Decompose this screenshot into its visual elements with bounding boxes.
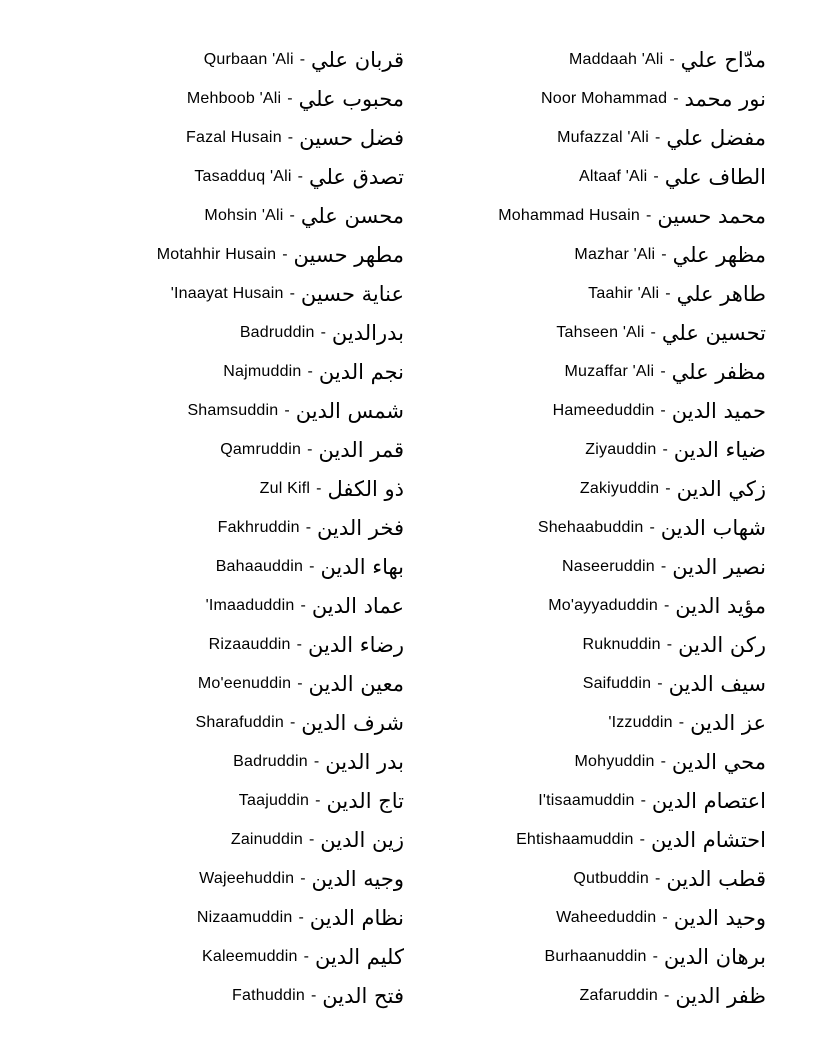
latin-name: Qamruddin xyxy=(220,440,302,458)
latin-name: Sharafuddin xyxy=(195,713,284,731)
latin-name: Zul Kifl xyxy=(259,479,311,497)
name-entry xyxy=(157,313,404,352)
name-separator: - xyxy=(645,206,652,224)
name-entry xyxy=(157,976,404,1015)
arabic-name: شهاب الدين xyxy=(660,515,766,540)
name-entry xyxy=(157,430,404,469)
name-separator: - xyxy=(650,323,656,341)
name-separator: - xyxy=(660,557,667,575)
name-separator: - xyxy=(663,986,670,1004)
latin-name: Kaleemuddin xyxy=(202,947,298,965)
arabic-name: زين الدين xyxy=(320,827,404,852)
name-entry xyxy=(498,79,766,118)
name-entry xyxy=(498,898,766,937)
latin-name: Ziyauddin xyxy=(585,440,657,458)
name-entry xyxy=(157,898,404,937)
latin-name: Taajuddin xyxy=(238,791,310,809)
name-entry xyxy=(157,469,404,508)
name-separator: - xyxy=(649,518,655,536)
latin-name: Noor Mohammad xyxy=(540,89,668,107)
arabic-name: فتح الدين xyxy=(322,983,404,1008)
latin-name: I'tisaamuddin xyxy=(538,791,635,809)
arabic-name: بهاء الدين xyxy=(320,554,404,579)
arabic-name: فخر الدين xyxy=(317,515,404,540)
name-entry xyxy=(498,625,766,664)
name-entry xyxy=(498,508,766,547)
arabic-name: نجم الدين xyxy=(318,359,404,384)
latin-name: Tasadduq 'Ali xyxy=(194,167,292,185)
name-separator: - xyxy=(660,401,666,419)
latin-name: Mo'eenuddin xyxy=(197,674,292,692)
name-entry xyxy=(157,781,404,820)
name-separator: - xyxy=(287,89,293,107)
name-entry xyxy=(157,508,404,547)
latin-name: Altaaf 'Ali xyxy=(578,167,648,185)
arabic-name: ضياء الدين xyxy=(673,437,766,462)
arabic-name: عناية حسين xyxy=(300,281,404,306)
arabic-name: الطاف علي xyxy=(664,164,766,189)
name-entry xyxy=(157,352,404,391)
latin-name: Zafaruddin xyxy=(579,986,658,1004)
name-separator: - xyxy=(300,869,306,887)
name-entry xyxy=(157,625,404,664)
latin-name: Burhaanuddin xyxy=(544,947,647,965)
arabic-name: نور محمد xyxy=(684,86,766,111)
name-entry xyxy=(157,664,404,703)
name-separator: - xyxy=(320,323,326,341)
name-separator: - xyxy=(310,986,317,1004)
arabic-name: مظهر علي xyxy=(672,242,766,267)
name-entry xyxy=(498,547,766,586)
arabic-name: تحسين علي xyxy=(661,320,766,345)
arabic-name: برهان الدين xyxy=(663,944,766,969)
arabic-name: فضل حسين xyxy=(299,125,404,150)
latin-name: Mohyuddin xyxy=(574,752,655,770)
name-separator: - xyxy=(284,401,290,419)
name-entry xyxy=(157,157,404,196)
name-separator: - xyxy=(316,479,322,497)
name-entry xyxy=(498,586,766,625)
name-entry xyxy=(498,469,766,508)
name-separator: - xyxy=(289,206,295,224)
arabic-name: تصدق علي xyxy=(308,164,404,189)
latin-name: Mohsin 'Ali xyxy=(204,206,284,224)
name-separator: - xyxy=(297,674,303,692)
arabic-name: رضاء الدين xyxy=(307,632,404,657)
name-separator: - xyxy=(640,791,646,809)
name-entry xyxy=(157,40,404,79)
name-entry xyxy=(498,703,766,742)
name-separator: - xyxy=(315,791,321,809)
name-separator: - xyxy=(665,479,671,497)
name-entry xyxy=(157,586,404,625)
name-separator: - xyxy=(666,635,673,653)
name-entry xyxy=(157,274,404,313)
arabic-name: حميد الدين xyxy=(671,398,766,423)
arabic-name: معين الدين xyxy=(308,671,404,696)
arabic-name: تاج الدين xyxy=(326,788,404,813)
latin-name: Najmuddin xyxy=(223,362,302,380)
name-separator: - xyxy=(652,947,658,965)
latin-name: Naseeruddin xyxy=(561,557,655,575)
arabic-name: ركن الدين xyxy=(678,632,766,657)
arabic-name: قربان علي xyxy=(311,47,404,72)
name-separator: - xyxy=(655,869,661,887)
arabic-name: مفضل علي xyxy=(666,125,766,150)
arabic-name: محمد حسين xyxy=(657,203,766,228)
name-separator: - xyxy=(289,713,296,731)
latin-name: Qutbuddin xyxy=(573,869,650,887)
name-entry xyxy=(157,937,404,976)
arabic-name: بدرالدين xyxy=(331,320,404,345)
arabic-name: مؤيد الدين xyxy=(675,593,766,618)
name-separator: - xyxy=(299,50,306,68)
right-name-column xyxy=(498,40,766,1015)
arabic-name: وحيد الدين xyxy=(673,905,766,930)
name-separator: - xyxy=(678,713,685,731)
name-entry xyxy=(498,352,766,391)
name-separator: - xyxy=(673,89,679,107)
name-entry xyxy=(498,157,766,196)
latin-name: Fathuddin xyxy=(232,986,305,1004)
name-separator: - xyxy=(660,362,666,380)
arabic-name: شمس الدين xyxy=(295,398,404,423)
latin-name: Shehaabuddin xyxy=(537,518,644,536)
arabic-name: ذو الكفل xyxy=(327,476,404,501)
latin-name: Qurbaan 'Ali xyxy=(203,50,294,68)
arabic-name: قطب الدين xyxy=(666,866,766,891)
arabic-name: كليم الدين xyxy=(314,944,404,969)
name-entry xyxy=(157,820,404,859)
latin-name: Rizaauddin xyxy=(208,635,291,653)
arabic-name: زكي الدين xyxy=(676,476,766,501)
name-separator: - xyxy=(662,908,668,926)
name-entry xyxy=(498,313,766,352)
name-separator: - xyxy=(661,245,667,263)
latin-name: Badruddin xyxy=(233,752,308,770)
latin-name: Taahir 'Ali xyxy=(588,284,660,302)
arabic-name: شرف الدين xyxy=(301,710,404,735)
name-entry xyxy=(498,430,766,469)
name-separator: - xyxy=(655,128,661,146)
arabic-name: مطهر حسين xyxy=(293,242,404,267)
name-entry xyxy=(157,391,404,430)
latin-name: Waheeduddin xyxy=(556,908,657,926)
arabic-name: قمر الدين xyxy=(318,437,404,462)
arabic-name: محي الدين xyxy=(671,749,766,774)
arabic-name: نظام الدين xyxy=(309,905,404,930)
name-separator: - xyxy=(300,596,306,614)
latin-name: Motahhir Husain xyxy=(156,245,277,263)
arabic-name: ظفر الدين xyxy=(675,983,766,1008)
name-separator: - xyxy=(657,674,663,692)
latin-name: Nizaamuddin xyxy=(196,908,293,926)
name-separator: - xyxy=(287,128,294,146)
name-entry xyxy=(157,859,404,898)
latin-name: 'Imaaduddin xyxy=(205,596,295,614)
latin-name: Badruddin xyxy=(239,323,315,341)
latin-name: Fakhruddin xyxy=(217,518,300,536)
name-separator: - xyxy=(639,830,645,848)
latin-name: Hameeduddin xyxy=(552,401,655,419)
latin-name: Fazal Husain xyxy=(186,128,282,146)
latin-name: Mufazzal 'Ali xyxy=(557,128,650,146)
latin-name: Wajeehuddin xyxy=(199,869,295,887)
name-entry xyxy=(498,664,766,703)
latin-name: Mazhar 'Ali xyxy=(574,245,656,263)
arabic-name: بدر الدين xyxy=(325,749,404,774)
arabic-name: مدّاح علي xyxy=(680,47,766,72)
left-name-column xyxy=(157,40,404,1015)
name-entry xyxy=(157,235,404,274)
arabic-name: عز الدين xyxy=(690,710,766,735)
arabic-name: نصير الدين xyxy=(672,554,766,579)
name-entry xyxy=(498,742,766,781)
name-separator: - xyxy=(653,167,659,185)
name-entry xyxy=(498,937,766,976)
arabic-name: عماد الدين xyxy=(311,593,404,618)
name-separator: - xyxy=(665,284,671,302)
arabic-name: طاهر علي xyxy=(676,281,766,306)
name-entry xyxy=(498,235,766,274)
name-separator: - xyxy=(296,635,302,653)
name-separator: - xyxy=(307,440,313,458)
latin-name: Mo'ayyaduddin xyxy=(548,596,658,614)
arabic-name: سيف الدين xyxy=(668,671,766,696)
name-entry xyxy=(157,547,404,586)
latin-name: Mohammad Husain xyxy=(498,206,640,224)
name-separator: - xyxy=(282,245,288,263)
name-entry xyxy=(498,118,766,157)
latin-name: Zakiyuddin xyxy=(579,479,660,497)
name-separator: - xyxy=(303,947,309,965)
latin-name: Muzaffar 'Ali xyxy=(564,362,655,380)
name-separator: - xyxy=(662,440,668,458)
latin-name: 'Izzuddin xyxy=(608,713,673,731)
name-entry xyxy=(498,859,766,898)
name-entry xyxy=(498,781,766,820)
name-separator: - xyxy=(313,752,320,770)
name-entry xyxy=(157,79,404,118)
arabic-name: محسن علي xyxy=(300,203,404,228)
latin-name: Maddaah 'Ali xyxy=(568,50,664,68)
name-entry xyxy=(157,742,404,781)
name-separator: - xyxy=(308,830,315,848)
latin-name: Mehboob 'Ali xyxy=(186,89,282,107)
name-entry xyxy=(498,196,766,235)
name-entry xyxy=(498,274,766,313)
name-entry xyxy=(498,820,766,859)
name-entry xyxy=(157,703,404,742)
name-separator: - xyxy=(660,752,666,770)
latin-name: Zainuddin xyxy=(230,830,303,848)
latin-name: Ruknuddin xyxy=(582,635,661,653)
arabic-name: محبوب علي xyxy=(298,86,404,111)
latin-name: Ehtishaamuddin xyxy=(516,830,634,848)
name-separator: - xyxy=(663,596,670,614)
name-separator: - xyxy=(298,908,304,926)
name-separator: - xyxy=(309,557,315,575)
latin-name: Bahaauddin xyxy=(215,557,304,575)
name-entry xyxy=(498,391,766,430)
name-separator: - xyxy=(305,518,312,536)
name-separator: - xyxy=(289,284,295,302)
latin-name: Tahseen 'Ali xyxy=(556,323,645,341)
arabic-name: مظفر علي xyxy=(671,359,766,384)
name-entry xyxy=(498,976,766,1015)
latin-name: Shamsuddin xyxy=(187,401,279,419)
name-separator: - xyxy=(297,167,303,185)
arabic-name: احتشام الدين xyxy=(650,827,766,852)
name-separator: - xyxy=(307,362,313,380)
name-entry xyxy=(157,196,404,235)
latin-name: Saifuddin xyxy=(582,674,652,692)
arabic-name: اعتصام الدين xyxy=(651,788,766,813)
latin-name: 'Inaayat Husain xyxy=(170,284,284,302)
arabic-name: وجيه الدين xyxy=(311,866,404,891)
name-entry xyxy=(498,40,766,79)
name-entry xyxy=(157,118,404,157)
name-separator: - xyxy=(669,50,675,68)
